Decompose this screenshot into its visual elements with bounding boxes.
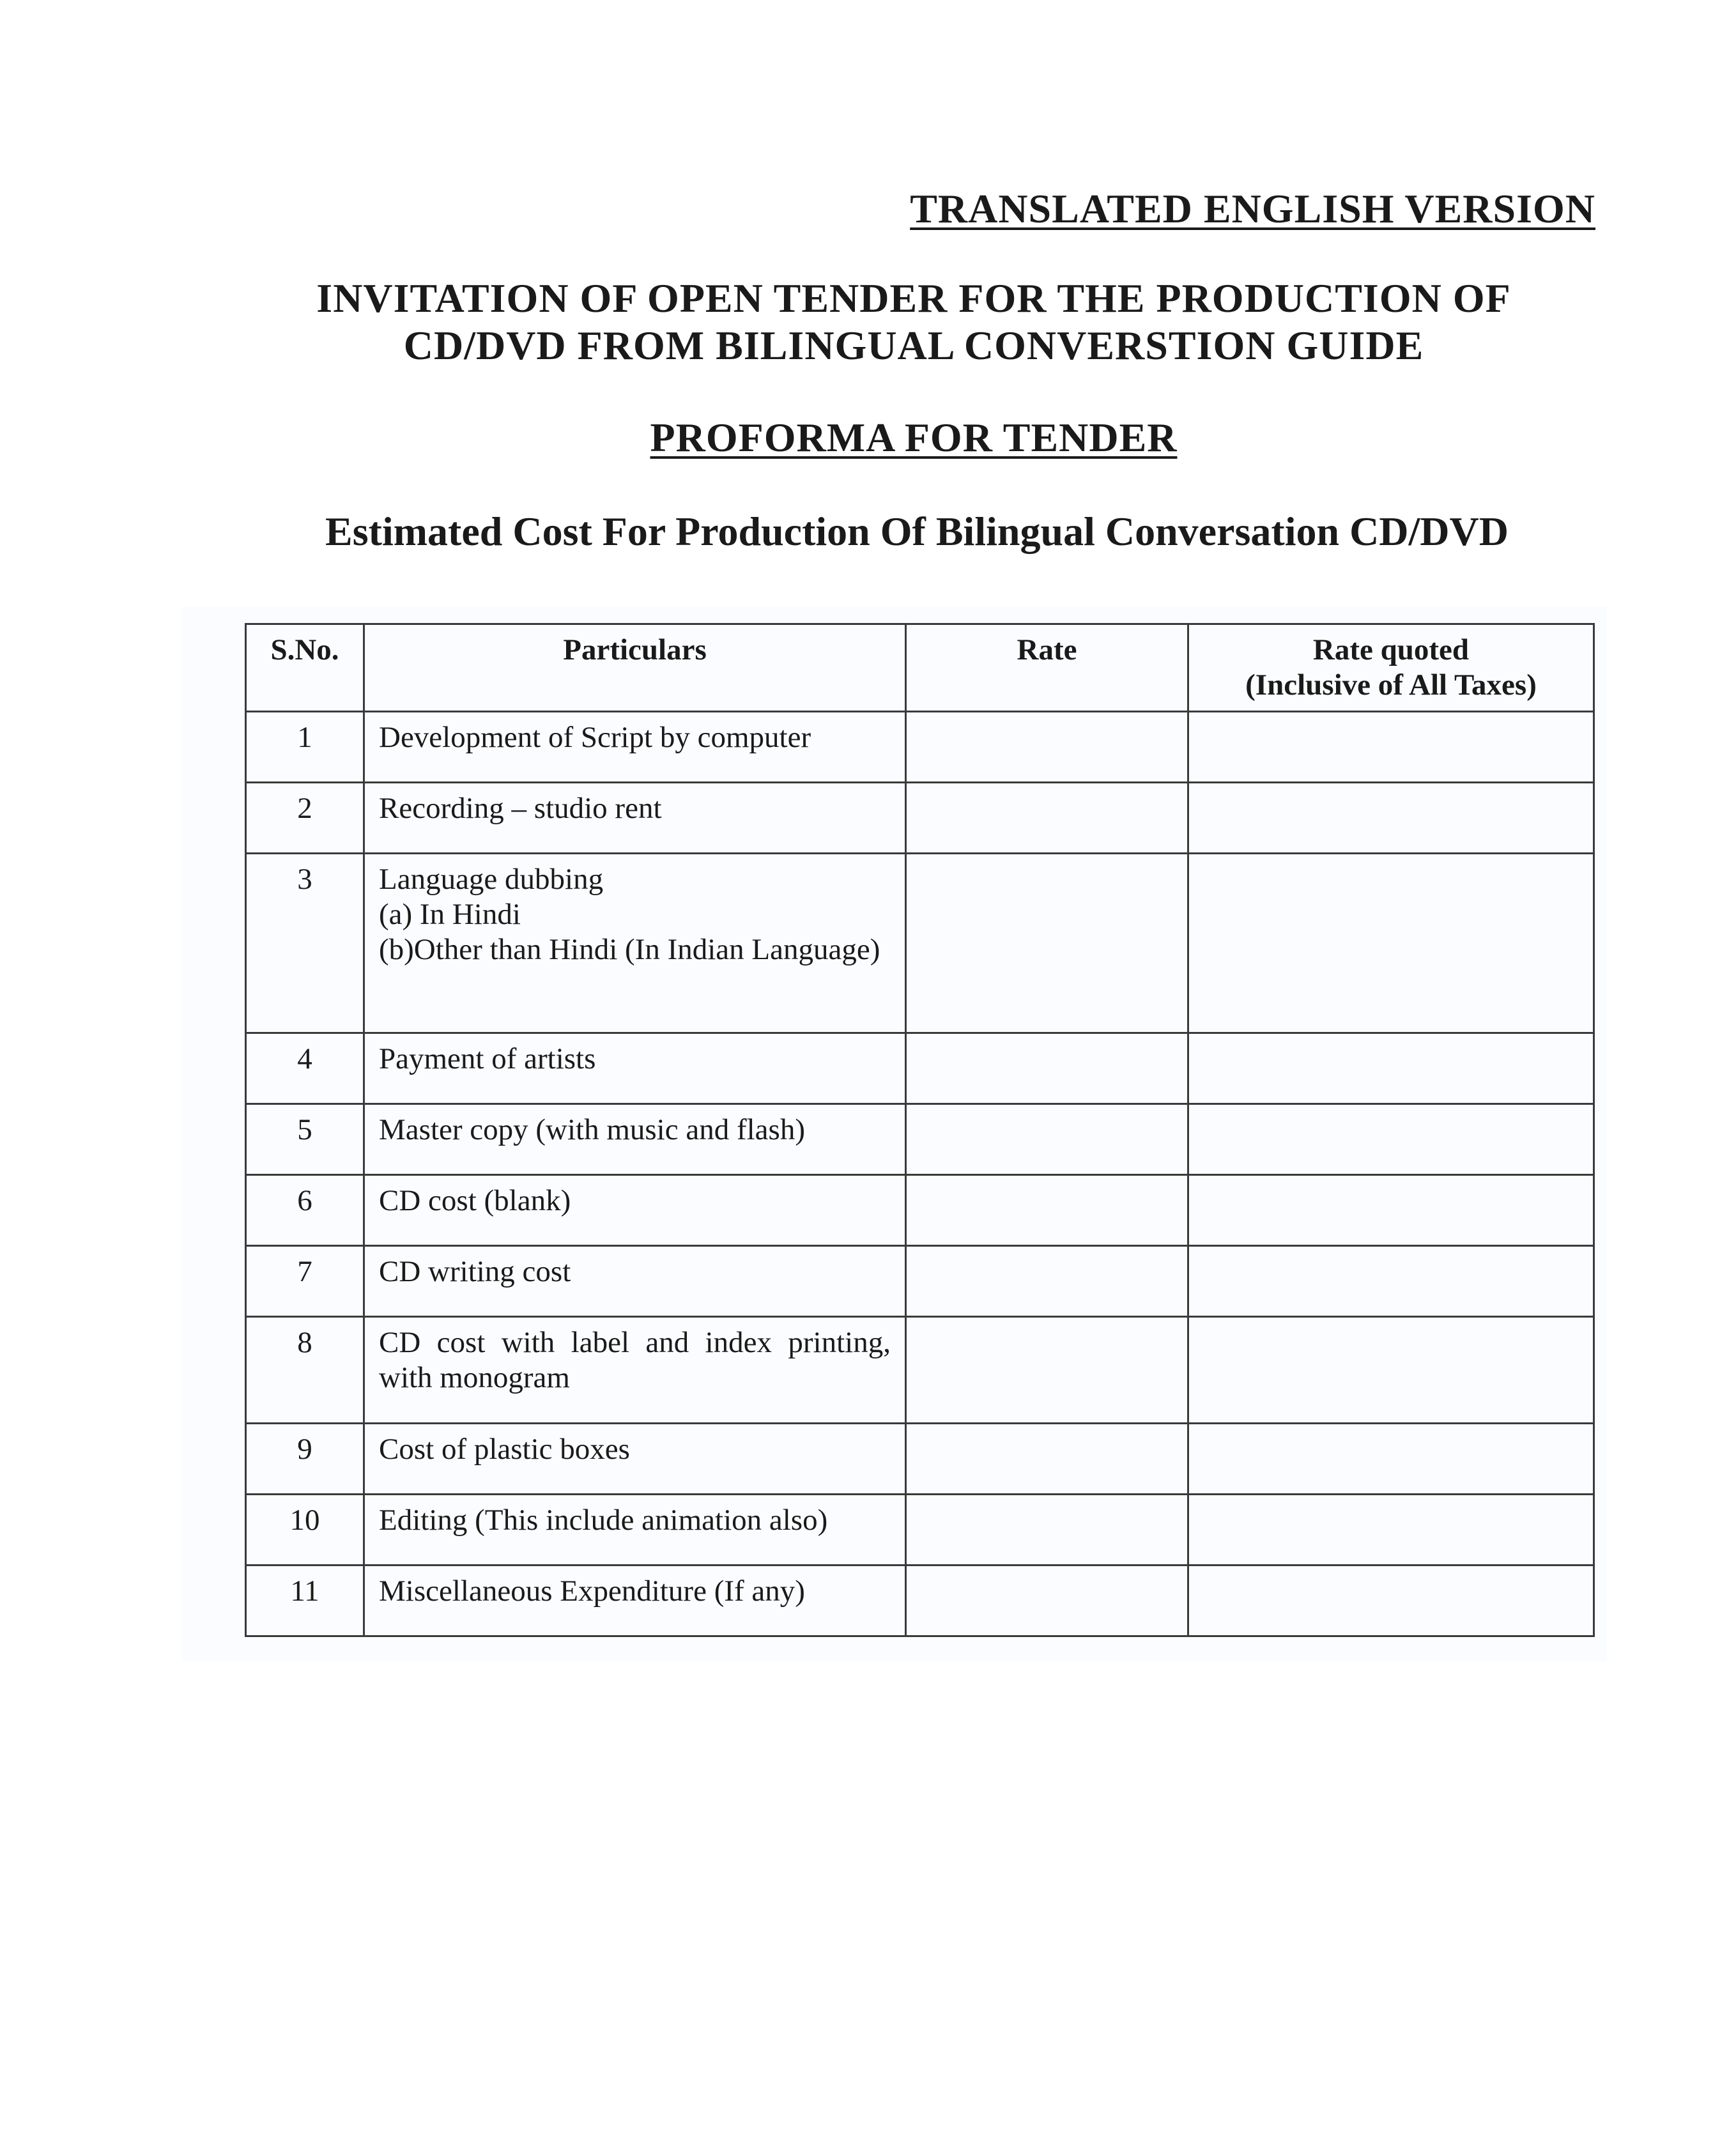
particulars-line: CD cost with label and index printing, with monogram — [379, 1326, 891, 1394]
tender-title-line-2: CD/DVD FROM BILINGUAL CONVERSTION GUIDE — [403, 323, 1424, 368]
cell-particulars — [364, 1104, 906, 1175]
table-row — [246, 1565, 1594, 1636]
header-particulars: Particulars — [364, 624, 906, 712]
cell-rate — [906, 1033, 1188, 1104]
particulars-line: Recording – studio rent — [379, 792, 662, 825]
particulars-line: Master copy (with music and flash) — [379, 1113, 805, 1146]
cell-rate-quoted — [1188, 1317, 1594, 1424]
proforma-heading: PROFORMA FOR TENDER — [650, 415, 1178, 460]
particulars-line: Miscellaneous Expenditure (If any) — [379, 1574, 805, 1608]
header-sno: S.No. — [246, 624, 364, 712]
cell-particulars — [364, 1175, 906, 1246]
particulars-line: Language dubbing — [379, 863, 604, 896]
table-row — [246, 1317, 1594, 1424]
cell-rate — [906, 1565, 1188, 1636]
cell-sno: 10 — [246, 1495, 364, 1565]
header-rate: Rate — [906, 624, 1188, 712]
particulars-line: (b)Other than Hindi (In Indian Language) — [379, 933, 880, 966]
table-header-row — [246, 624, 1594, 712]
tender-title — [243, 275, 1585, 369]
cell-sno: 9 — [246, 1424, 364, 1495]
particulars-line: Cost of plastic boxes — [379, 1433, 630, 1466]
cell-sno: 6 — [246, 1175, 364, 1246]
cell-rate — [906, 854, 1188, 1033]
cell-rate-quoted — [1188, 854, 1594, 1033]
cell-rate — [906, 1424, 1188, 1495]
cell-rate — [906, 1175, 1188, 1246]
cell-rate — [906, 783, 1188, 854]
cell-sno: 2 — [246, 783, 364, 854]
table-row — [246, 1104, 1594, 1175]
version-heading: TRANSLATED ENGLISH VERSION — [910, 186, 1595, 231]
table-row — [246, 1424, 1594, 1495]
cell-particulars — [364, 712, 906, 783]
header-rate-quoted-line-1: Rate quoted — [1312, 633, 1470, 666]
table-row — [246, 1175, 1594, 1246]
table-row — [246, 854, 1594, 1033]
table-row — [246, 712, 1594, 783]
particulars-line: Editing (This include animation also) — [379, 1504, 828, 1537]
cell-particulars — [364, 1495, 906, 1565]
cell-rate — [906, 1246, 1188, 1317]
cell-rate — [906, 712, 1188, 783]
cell-sno: 3 — [246, 854, 364, 1033]
particulars-line: (a) In Hindi — [379, 898, 521, 931]
cell-rate-quoted — [1188, 712, 1594, 783]
header-rate-quoted-line-2: (Inclusive of All Taxes) — [1245, 668, 1537, 702]
cell-sno: 8 — [246, 1317, 364, 1424]
header-rate-quoted — [1188, 624, 1594, 712]
cell-sno: 1 — [246, 712, 364, 783]
table-row — [246, 1033, 1594, 1104]
table-body — [246, 712, 1594, 1636]
cell-rate — [906, 1495, 1188, 1565]
table-row — [246, 1495, 1594, 1565]
cell-sno: 4 — [246, 1033, 364, 1104]
particulars-line: Payment of artists — [379, 1042, 596, 1075]
cell-sno: 11 — [246, 1565, 364, 1636]
estimate-heading: Estimated Cost For Production Of Bilingual Conversation CD/DVD — [325, 509, 1509, 554]
cell-rate-quoted — [1188, 783, 1594, 854]
cell-rate-quoted — [1188, 1246, 1594, 1317]
tender-cost-table — [245, 623, 1595, 1637]
cell-rate-quoted — [1188, 1565, 1594, 1636]
cell-particulars — [364, 1033, 906, 1104]
table-row — [246, 1246, 1594, 1317]
cell-particulars — [364, 1565, 906, 1636]
cell-rate-quoted — [1188, 1424, 1594, 1495]
particulars-line: CD writing cost — [379, 1255, 571, 1288]
cell-rate-quoted — [1188, 1033, 1594, 1104]
cell-particulars — [364, 854, 906, 1033]
cell-rate — [906, 1317, 1188, 1424]
cell-particulars — [364, 1246, 906, 1317]
particulars-line: CD cost (blank) — [379, 1184, 571, 1217]
cell-rate-quoted — [1188, 1175, 1594, 1246]
cell-particulars — [364, 1424, 906, 1495]
tender-title-line-1: INVITATION OF OPEN TENDER FOR THE PRODUCTION OF — [316, 275, 1511, 321]
cell-sno: 7 — [246, 1246, 364, 1317]
cell-rate — [906, 1104, 1188, 1175]
particulars-line: Development of Script by computer — [379, 721, 811, 754]
cell-particulars — [364, 783, 906, 854]
table-row — [246, 783, 1594, 854]
cell-rate-quoted — [1188, 1495, 1594, 1565]
cell-sno: 5 — [246, 1104, 364, 1175]
cell-rate-quoted — [1188, 1104, 1594, 1175]
cell-particulars — [364, 1317, 906, 1424]
